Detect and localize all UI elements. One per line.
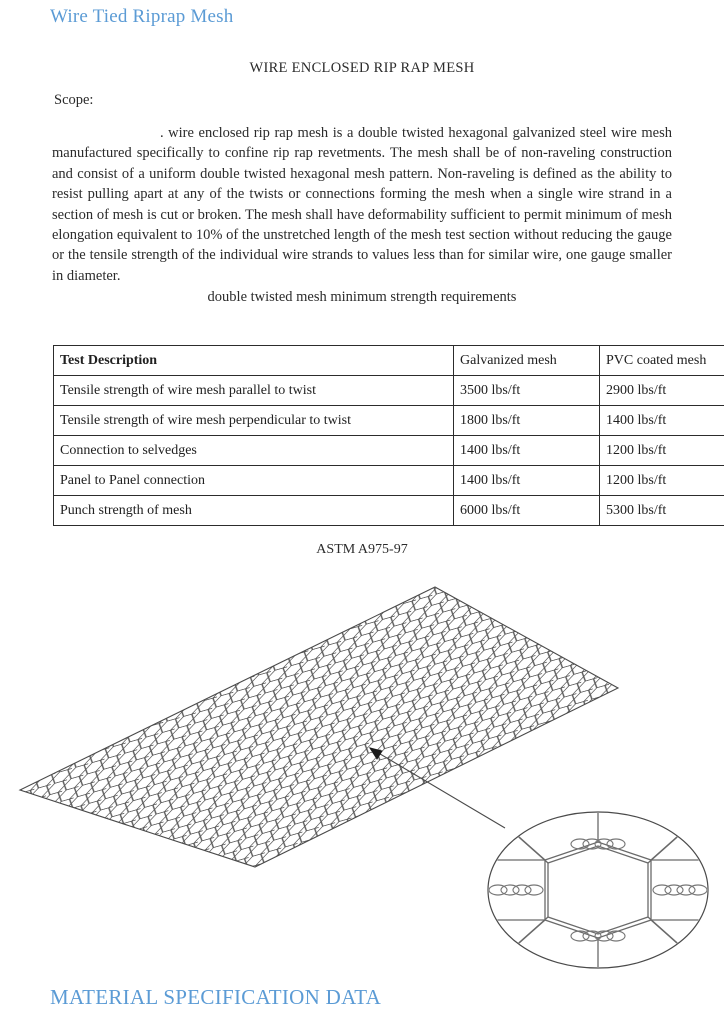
cell-galvanized-value: 1400 lbs/ft [454, 436, 600, 466]
detail-callout-circle [488, 810, 708, 970]
cell-test-description: Panel to Panel connection [54, 466, 454, 496]
cell-pvc-value: 2900 lbs/ft [600, 376, 724, 406]
column-header-test-description: Test Description [54, 346, 454, 376]
cell-galvanized-value: 1800 lbs/ft [454, 406, 600, 436]
spec-table-container [53, 345, 713, 526]
section-title: WIRE ENCLOSED RIP RAP MESH [249, 60, 475, 76]
cell-pvc-value: 1400 lbs/ft [600, 406, 724, 436]
scope-body-paragraph: . wire enclosed rip rap mesh is a double twisted hexagonal galvanized steel wire mesh manufactured specifically to confine rip rap revetments. The mesh shall be of non-raveling construction and consist of a uniform double twisted hexagonal mesh pattern. Non-raveling is defined as the ability to resist pulling apart at any of the twists or connections forming the mesh when a single wire strand in a section of mesh is cut or broken. The mesh shall have deformability sufficient to permit minimum of mesh elongation equivalent to 10% of the unstretched length of the mesh test section without reducing the gauge or the tensile strength of the individual wire strands to values less than for similar wire, one gauge smaller in diameter. [52, 125, 672, 284]
table-body [54, 376, 724, 526]
table-header-row [54, 346, 724, 376]
table-row [54, 436, 724, 466]
table-caption: double twisted mesh minimum strength requirements [207, 289, 517, 305]
table-row [54, 496, 724, 526]
table-row [54, 406, 724, 436]
column-header-galvanized-mesh: Galvanized mesh [454, 346, 600, 376]
mesh-diagram-svg [0, 570, 724, 970]
page-title: Wire Tied Riprap Mesh [50, 6, 234, 27]
table-header [54, 346, 724, 376]
scope-label: Scope: [54, 92, 94, 108]
cell-test-description: Connection to selvedges [54, 436, 454, 466]
cell-test-description: Tensile strength of wire mesh parallel to twist [54, 376, 454, 406]
table-row [54, 376, 724, 406]
cell-test-description: Punch strength of mesh [54, 496, 454, 526]
cell-galvanized-value: 3500 lbs/ft [454, 376, 600, 406]
cell-galvanized-value: 1400 lbs/ft [454, 466, 600, 496]
table-row [54, 466, 724, 496]
mesh-strength-table [53, 345, 724, 526]
astm-standard-caption: ASTM A975-97 [316, 542, 408, 557]
mesh-figure [0, 570, 724, 970]
material-specification-data-heading: MATERIAL SPECIFICATION DATA [50, 985, 382, 1009]
cell-galvanized-value: 6000 lbs/ft [454, 496, 600, 526]
column-header-pvc-coated-mesh: PVC coated mesh [600, 346, 724, 376]
cell-pvc-value: 1200 lbs/ft [600, 466, 724, 496]
cell-pvc-value: 5300 lbs/ft [600, 496, 724, 526]
cell-test-description: Tensile strength of wire mesh perpendicular to twist [54, 406, 454, 436]
cell-pvc-value: 1200 lbs/ft [600, 436, 724, 466]
